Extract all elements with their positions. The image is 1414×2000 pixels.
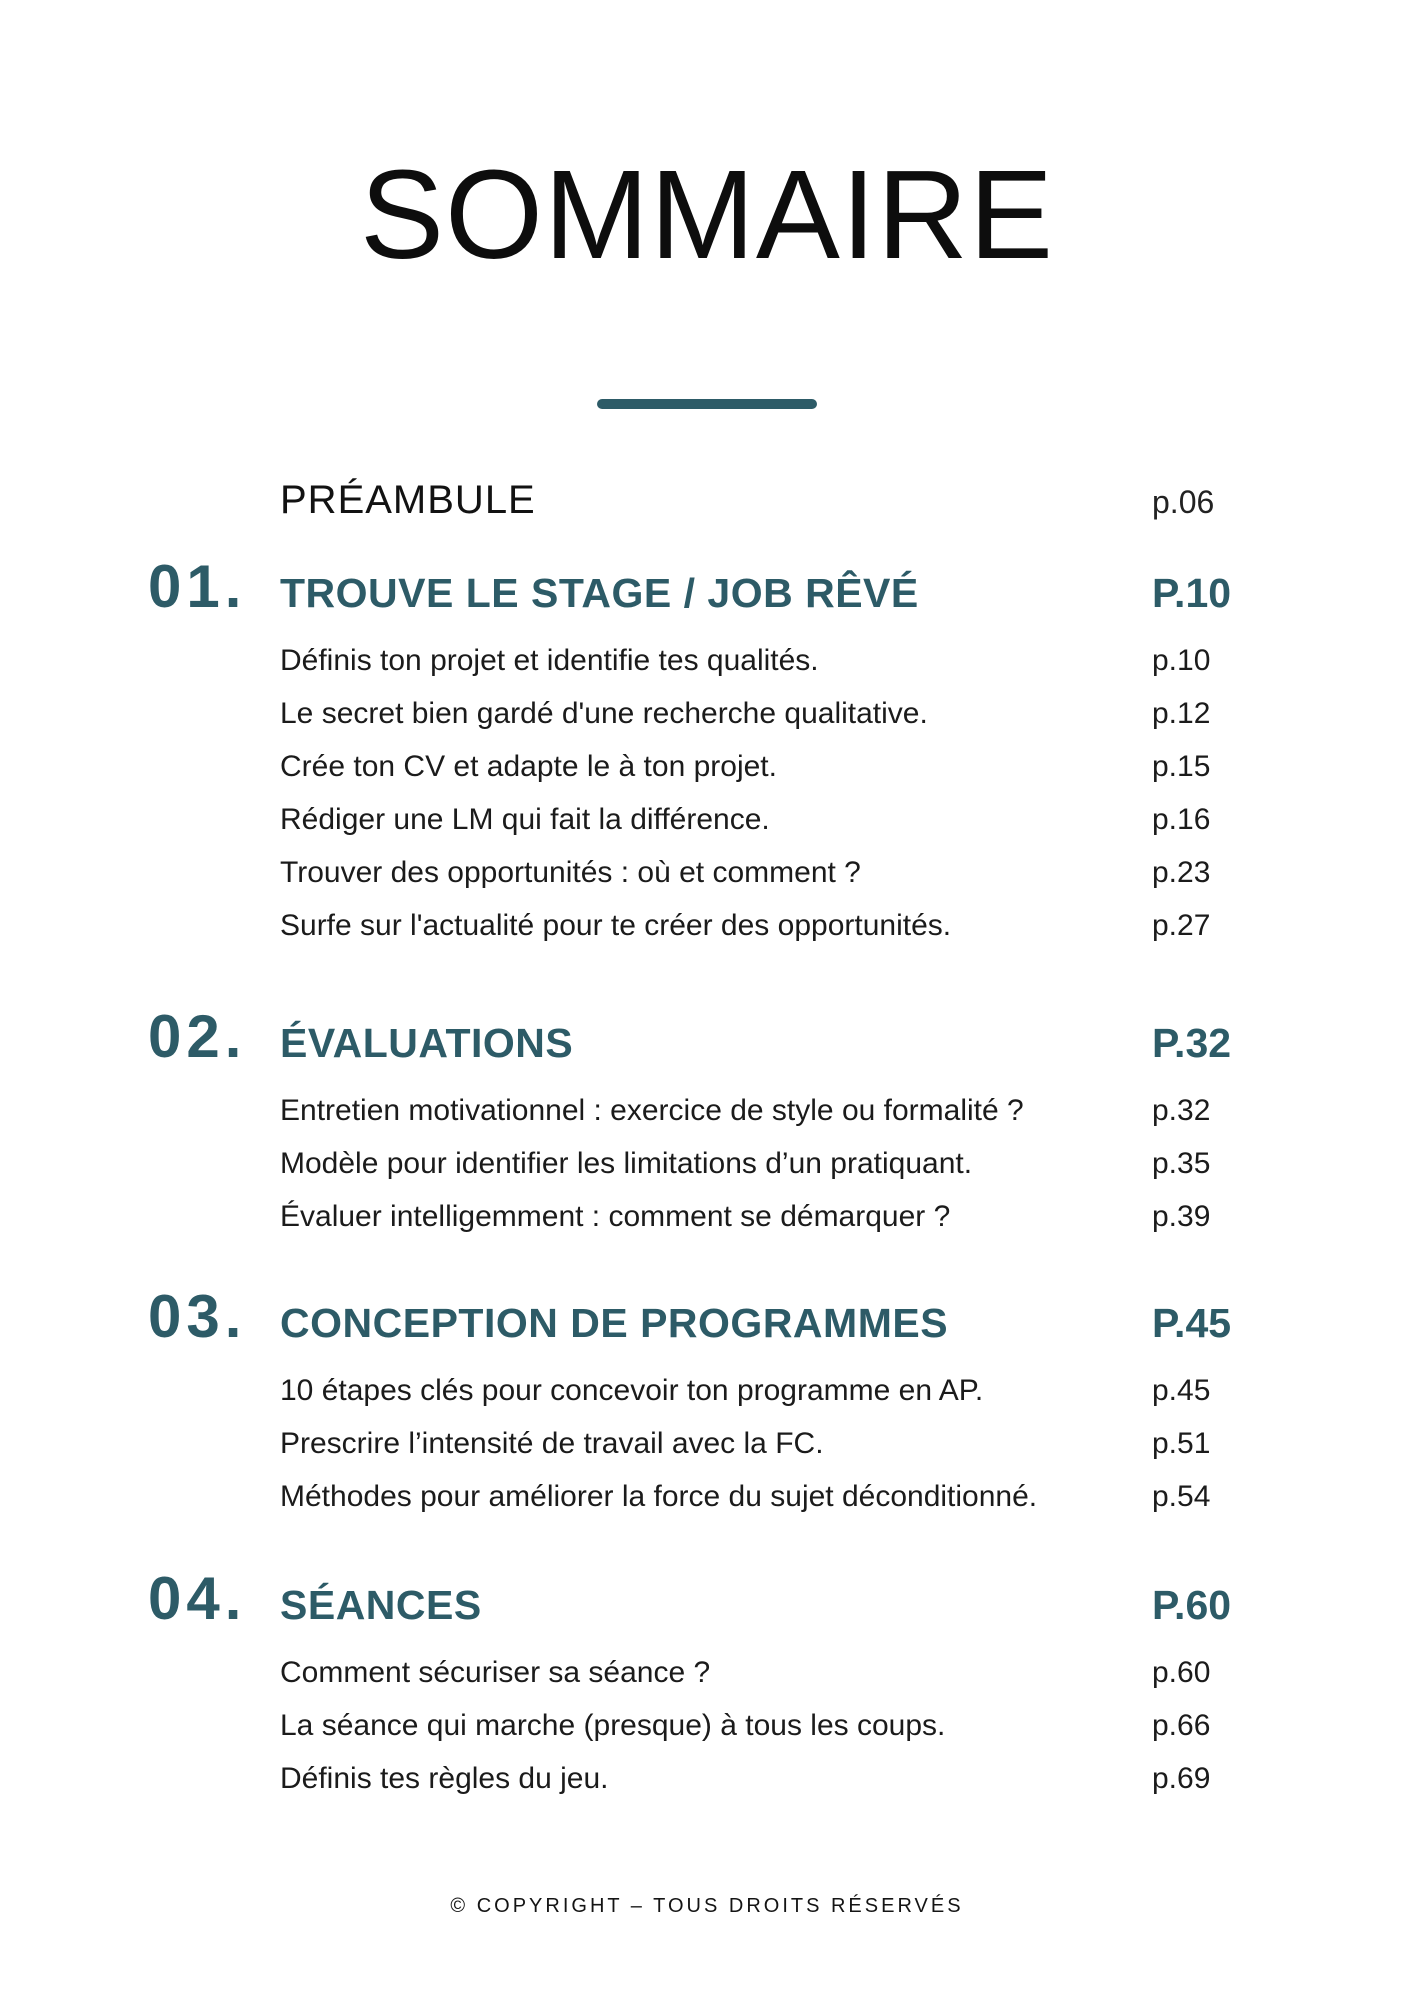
toc-item xyxy=(0,697,1414,750)
item-label: Définis tes règles du jeu. xyxy=(280,1762,609,1795)
preamble-page: p.06 xyxy=(1152,484,1215,520)
section-heading xyxy=(0,1002,1414,1071)
item-page: p.66 xyxy=(1152,1709,1211,1742)
section-heading xyxy=(0,1282,1414,1351)
item-page: p.23 xyxy=(1152,856,1211,889)
section-items xyxy=(0,644,1414,962)
item-label: Définis ton projet et identifie tes qualités. xyxy=(280,644,819,677)
toc-item xyxy=(0,909,1414,962)
item-page: p.15 xyxy=(1152,750,1211,783)
item-page: p.45 xyxy=(1152,1374,1211,1407)
item-label: 10 étapes clés pour concevoir ton programme en AP. xyxy=(280,1374,984,1407)
item-label: Comment sécuriser sa séance ? xyxy=(280,1656,711,1689)
section-page: P.10 xyxy=(1152,570,1232,616)
section-page: P.32 xyxy=(1152,1020,1232,1066)
item-label: Modèle pour identifier les limitations d’un pratiquant. xyxy=(280,1147,973,1180)
item-label: Prescrire l’intensité de travail avec la FC. xyxy=(280,1427,824,1460)
section-items xyxy=(0,1656,1414,1815)
item-label: Trouver des opportunités : où et comment ? xyxy=(280,856,861,889)
toc-item xyxy=(0,750,1414,803)
section-items xyxy=(0,1094,1414,1253)
toc-item xyxy=(0,803,1414,856)
toc-item xyxy=(0,856,1414,909)
toc-section xyxy=(0,552,1414,942)
item-label: La séance qui marche (presque) à tous les coups. xyxy=(280,1709,946,1742)
item-page: p.35 xyxy=(1152,1147,1211,1180)
toc-item xyxy=(0,1200,1414,1253)
toc-item xyxy=(0,644,1414,697)
section-page: P.45 xyxy=(1152,1300,1232,1346)
item-label: Évaluer intelligemment : comment se démarquer ? xyxy=(280,1200,951,1233)
section-title: SÉANCES xyxy=(280,1582,482,1628)
toc-item xyxy=(0,1656,1414,1709)
section-title: CONCEPTION DE PROGRAMMES xyxy=(280,1300,949,1346)
item-page: p.10 xyxy=(1152,644,1211,677)
item-page: p.12 xyxy=(1152,697,1211,730)
toc-item xyxy=(0,1427,1414,1480)
toc-section xyxy=(0,1002,1414,1233)
item-label: Rédiger une LM qui fait la différence. xyxy=(280,803,770,836)
section-number: 04. xyxy=(148,1565,247,1632)
item-page: p.60 xyxy=(1152,1656,1211,1689)
divider-rule xyxy=(597,399,817,409)
toc-item xyxy=(0,1147,1414,1200)
section-title: TROUVE LE STAGE / JOB RÊVÉ xyxy=(280,570,919,616)
item-label: Méthodes pour améliorer la force du sujet déconditionné. xyxy=(280,1480,1038,1513)
preamble-row xyxy=(0,478,1414,523)
section-heading xyxy=(0,552,1414,621)
toc-item xyxy=(0,1762,1414,1815)
section-items xyxy=(0,1374,1414,1533)
toc-item xyxy=(0,1480,1414,1533)
toc-item xyxy=(0,1374,1414,1427)
item-page: p.51 xyxy=(1152,1427,1211,1460)
item-label: Surfe sur l'actualité pour te créer des opportunités. xyxy=(280,909,952,942)
item-page: p.32 xyxy=(1152,1094,1211,1127)
copyright-footer: © COPYRIGHT – TOUS DROITS RÉSERVÉS xyxy=(450,1895,964,1917)
section-number: 02. xyxy=(148,1003,247,1070)
section-number: 03. xyxy=(148,1283,247,1350)
toc-section xyxy=(0,1564,1414,1795)
page-title: SOMMAIRE xyxy=(359,144,1055,285)
toc-item xyxy=(0,1094,1414,1147)
section-heading xyxy=(0,1564,1414,1633)
section-number: 01. xyxy=(148,553,247,620)
item-page: p.69 xyxy=(1152,1762,1211,1795)
item-page: p.39 xyxy=(1152,1200,1211,1233)
toc-section xyxy=(0,1282,1414,1513)
item-label: Le secret bien gardé d'une recherche qualitative. xyxy=(280,697,928,730)
section-page: P.60 xyxy=(1152,1582,1232,1628)
item-label: Crée ton CV et adapte le à ton projet. xyxy=(280,750,777,783)
item-page: p.16 xyxy=(1152,803,1211,836)
preamble-label: PRÉAMBULE xyxy=(280,478,536,522)
item-page: p.27 xyxy=(1152,909,1211,942)
toc-item xyxy=(0,1709,1414,1762)
item-label: Entretien motivationnel : exercice de style ou formalité ? xyxy=(280,1094,1024,1127)
item-page: p.54 xyxy=(1152,1480,1211,1513)
section-title: ÉVALUATIONS xyxy=(280,1020,574,1066)
